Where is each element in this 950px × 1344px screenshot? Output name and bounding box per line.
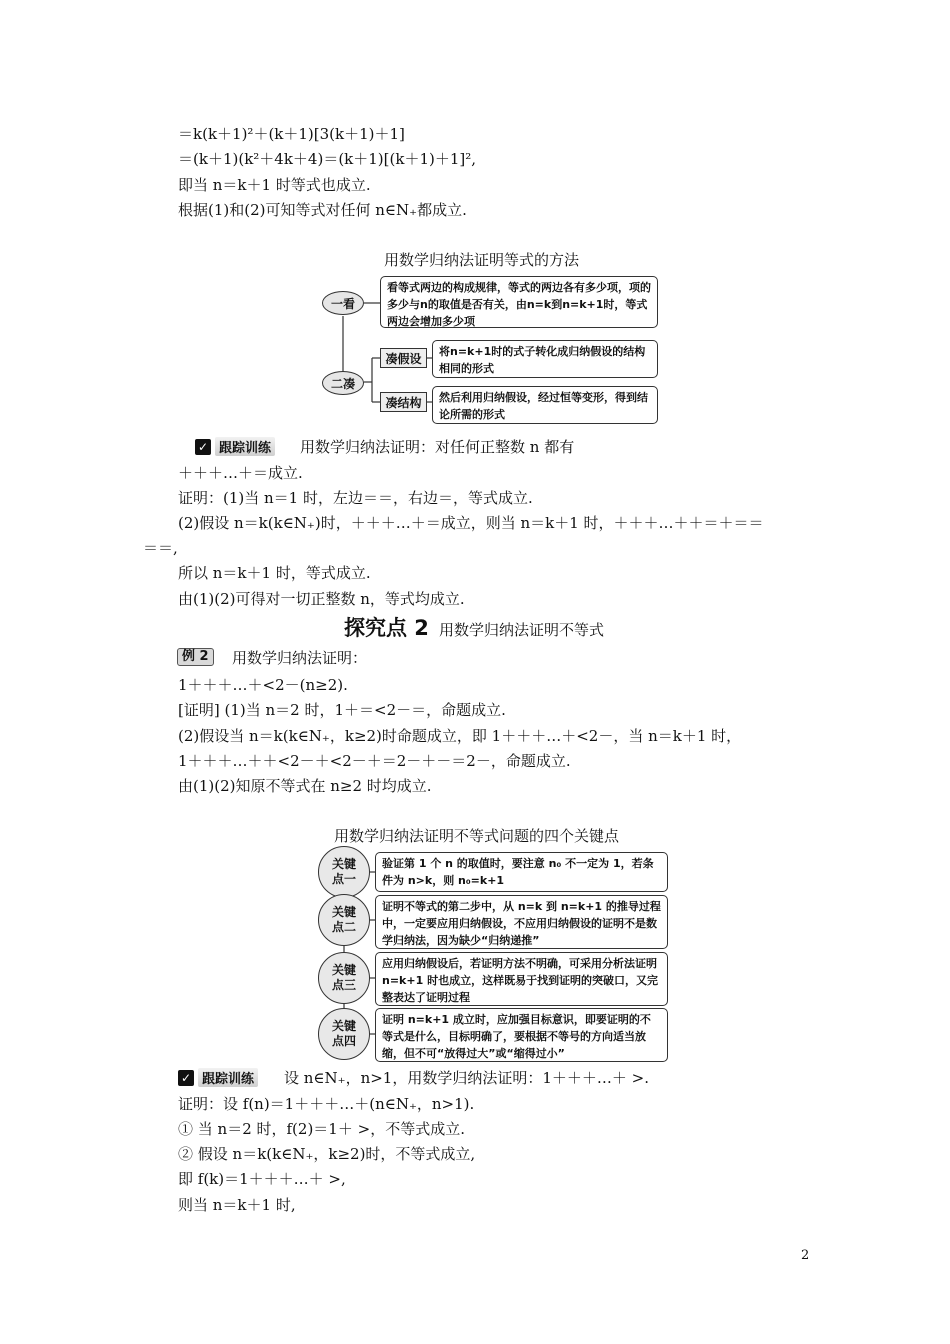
training2-line-3: ② 假设 n＝k(k∈N₊，k≥2)时，不等式成立, bbox=[178, 1145, 476, 1163]
training1-badge: ✓ 跟踪训练 bbox=[195, 437, 275, 456]
training1-line-1: ＋＋＋…＋＝成立. bbox=[178, 464, 303, 482]
key-point-2-text: 证明不等式的第二步中，从 n=k 到 n=k+1 的推导过程中，一定要应用归纳假设，不应用归纳假设的证明不是数学归纳法，因为缺少“归纳递推” bbox=[375, 895, 668, 949]
section-heading: 探究点 2 用数学归纳法证明不等式 bbox=[344, 616, 604, 640]
training2-line-4: 即 f(k)＝1＋＋＋…＋ >, bbox=[178, 1170, 346, 1188]
example-line-3: (2)假设当 n＝k(k∈N₊，k≥2)时命题成立，即 1＋＋＋…＋<2－，当 n＝k＋1 时， bbox=[178, 727, 742, 745]
training2-line-5: 则当 n＝k＋1 时, bbox=[178, 1196, 296, 1214]
example-question: 用数学归纳法证明： bbox=[232, 649, 368, 667]
example-line-4: 1＋＋＋…＋＋<2－＋<2－＋＝2－＋－＝2－，命题成立. bbox=[178, 752, 571, 770]
sub-assume-text: 将n=k+1时的式子转化成归纳假设的结构相同的形式 bbox=[432, 340, 658, 378]
example-line-1: 1＋＋＋…＋<2－(n≥2). bbox=[178, 676, 348, 694]
training1-question: 用数学归纳法证明：对任何正整数 n 都有 bbox=[300, 438, 575, 456]
training2-question: 设 n∈N₊，n>1，用数学归纳法证明：1＋＋＋…＋ >. bbox=[284, 1069, 649, 1087]
proof-line-1: ＝k(k＋1)²＋(k＋1)[3(k＋1)＋1] bbox=[178, 125, 405, 143]
training1-line-2: 证明：(1)当 n＝1 时，左边＝＝，右边＝，等式成立. bbox=[178, 489, 533, 507]
training2-line-1: 证明：设 f(n)＝1＋＋＋…＋(n∈N₊，n>1). bbox=[178, 1095, 475, 1113]
node-cou: 二凑 bbox=[322, 371, 364, 395]
training2-badge: ✓ 跟踪训练 bbox=[178, 1068, 258, 1087]
example-line-2: [证明] (1)当 n＝2 时，1＋＝<2－＝，命题成立. bbox=[178, 701, 506, 719]
key-point-1-label: 关键点一 bbox=[318, 846, 370, 898]
key-point-3-text: 应用归纳假设后，若证明方法不明确，可采用分析法证明 n=k+1 时也成立，这样既易于找到证明的突破口，又完整表达了证明过程 bbox=[375, 952, 668, 1006]
check-icon: ✓ bbox=[178, 1070, 194, 1086]
proof-line-3: 即当 n＝k＋1 时等式也成立. bbox=[178, 176, 371, 194]
node-look: 一看 bbox=[322, 291, 364, 315]
example-badge: 例 2 bbox=[177, 648, 214, 666]
check-icon: ✓ bbox=[195, 439, 211, 455]
key-point-2-label: 关键点二 bbox=[318, 894, 370, 946]
sub-structure-text: 然后利用归纳假设，经过恒等变形，得到结论所需的形式 bbox=[432, 386, 658, 424]
key-point-4-label: 关键点四 bbox=[318, 1008, 370, 1060]
training1-line-5: 所以 n＝k＋1 时，等式成立. bbox=[178, 564, 371, 582]
sub-assume-label: 凑假设 bbox=[380, 348, 427, 368]
training2-line-2: ① 当 n＝2 时，f(2)＝1＋ >，不等式成立. bbox=[178, 1120, 465, 1138]
diagram1-title: 用数学归纳法证明等式的方法 bbox=[384, 251, 580, 269]
training1-line-4: ＝＝, bbox=[143, 539, 178, 557]
key-point-1-text: 验证第 1 个 n 的取值时，要注意 n₀ 不一定为 1，若条件为 n>k，则 n₀=k+1 bbox=[375, 852, 668, 892]
page-number: 2 bbox=[801, 1248, 810, 1263]
diagram2-title: 用数学归纳法证明不等式问题的四个关键点 bbox=[334, 827, 620, 845]
proof-line-2: ＝(k＋1)(k²＋4k＋4)＝(k＋1)[(k＋1)＋1]², bbox=[178, 150, 477, 168]
key-point-4-text: 证明 n=k+1 成立时，应加强目标意识，即要证明的不等式是什么，目标明确了，要根据不等号的方向适当放缩，但不可“放得过大”或“缩得过小” bbox=[375, 1008, 668, 1062]
sub-structure-label: 凑结构 bbox=[380, 392, 427, 412]
proof-line-4: 根据(1)和(2)可知等式对任何 n∈N₊都成立. bbox=[178, 201, 467, 219]
training1-line-6: 由(1)(2)可得对一切正整数 n，等式均成立. bbox=[178, 590, 465, 608]
training1-line-3: (2)假设 n＝k(k∈N₊)时，＋＋＋…＋＝成立，则当 n＝k＋1 时，＋＋＋…＋＋＝＋＝＝ bbox=[178, 514, 764, 532]
key-point-3-label: 关键点三 bbox=[318, 952, 370, 1004]
look-description: 看等式两边的构成规律，等式的两边各有多少项，项的多少与n的取值是否有关，由n=k到n=k+1时，等式两边会增加多少项 bbox=[380, 276, 658, 328]
example-line-5: 由(1)(2)知原不等式在 n≥2 时均成立. bbox=[178, 777, 432, 795]
